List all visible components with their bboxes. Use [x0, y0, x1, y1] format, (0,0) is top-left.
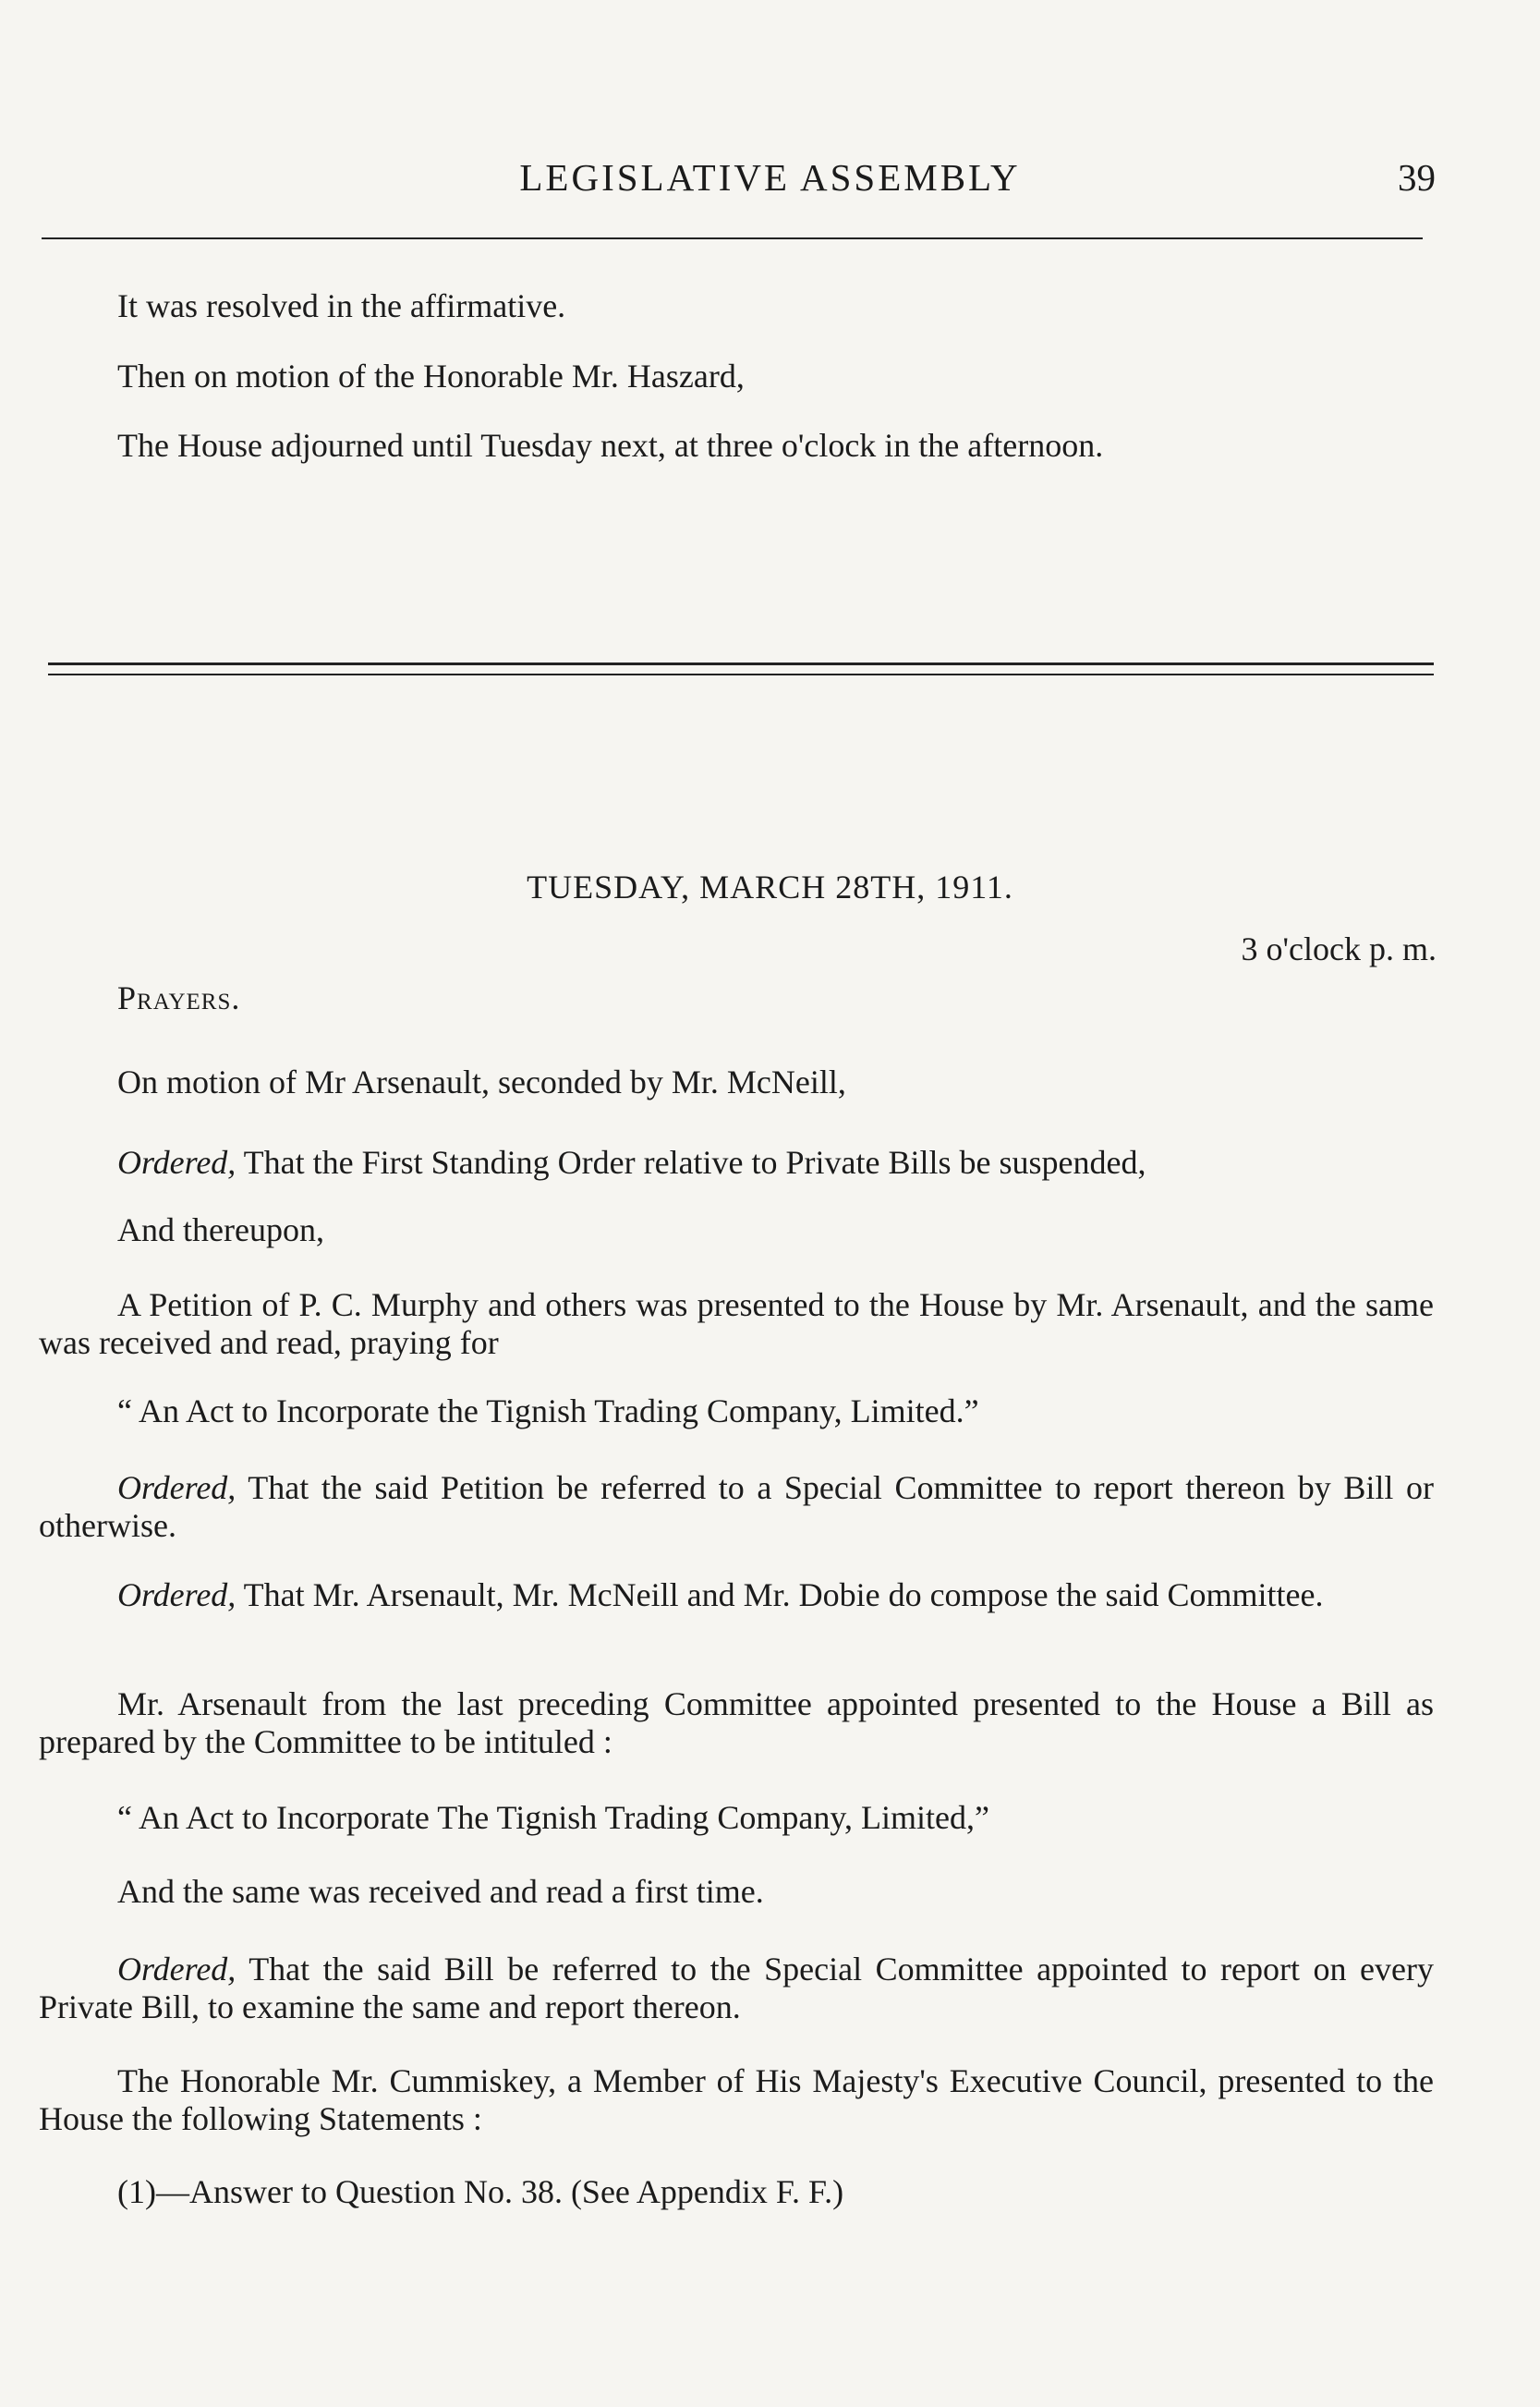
act-title-quote-1: “ An Act to Incorporate the Tignish Trading Company, Limited.” — [117, 1392, 979, 1429]
sitting-date-heading: TUESDAY, MARCH 28TH, 1911. — [527, 869, 1013, 906]
thereupon-line: And thereupon, — [117, 1211, 324, 1248]
motion-haszard-line: Then on motion of the Honorable Mr. Haszard, — [117, 358, 745, 395]
resolution-line: It was resolved in the affirmative. — [117, 287, 566, 324]
ordered-label: Ordered, — [117, 1576, 236, 1613]
header-rule — [42, 237, 1423, 239]
order-text: That Mr. Arsenault, Mr. McNeill and Mr. Dobie do compose the said Committee. — [243, 1576, 1324, 1613]
motion-line: On motion of Mr Arsenault, seconded by Mr. McNeill, — [117, 1064, 846, 1100]
order-suspend-standing-order — [117, 1144, 1146, 1182]
ordered-label: Ordered, — [117, 1144, 236, 1181]
order-refer-petition — [39, 1469, 1434, 1545]
order-text: That the First Standing Order relative to Private Bills be suspended, — [243, 1144, 1146, 1181]
page-number: 39 — [1398, 156, 1436, 199]
first-reading-line: And the same was received and read a first time. — [117, 1873, 764, 1910]
bill-presented-paragraph: Mr. Arsenault from the last preceding Committee appointed presented to the House a Bill as prepared by the Committee to be intituled : — [39, 1685, 1434, 1760]
ordered-label: Ordered, — [117, 1469, 236, 1506]
ordered-label: Ordered, — [117, 1951, 236, 1988]
section-divider-top — [48, 663, 1434, 665]
page-header — [0, 155, 1540, 201]
section-divider-bottom — [48, 674, 1434, 675]
statements-paragraph: The Honorable Mr. Cummiskey, a Member of His Majesty's Executive Council, presented to the House the following Statements : — [39, 2062, 1434, 2137]
petition-paragraph: A Petition of P. C. Murphy and others was presented to the House by Mr. Arsenault, and the same was received and read, praying for — [39, 1286, 1434, 1361]
sitting-time: 3 o'clock p. m. — [1241, 930, 1437, 967]
order-text: That the said Bill be referred to the Special Committee appointed to report on every Private Bill, to examine the same and report thereon. — [39, 1951, 1434, 2025]
prayers-heading: Prayers. — [117, 979, 241, 1016]
header-title: LEGISLATIVE ASSEMBLY — [519, 156, 1021, 199]
order-compose-committee — [39, 1576, 1434, 1614]
order-refer-bill — [39, 1951, 1434, 2026]
act-title-quote-2: “ An Act to Incorporate The Tignish Trading Company, Limited,” — [117, 1799, 989, 1836]
order-text: That the said Petition be referred to a Special Committee to report thereon by Bill or otherwise. — [39, 1469, 1434, 1544]
answer-line: (1)—Answer to Question No. 38. (See Appendix F. F.) — [117, 2173, 844, 2210]
adjournment-line: The House adjourned until Tuesday next, at three o'clock in the afternoon. — [117, 427, 1104, 464]
